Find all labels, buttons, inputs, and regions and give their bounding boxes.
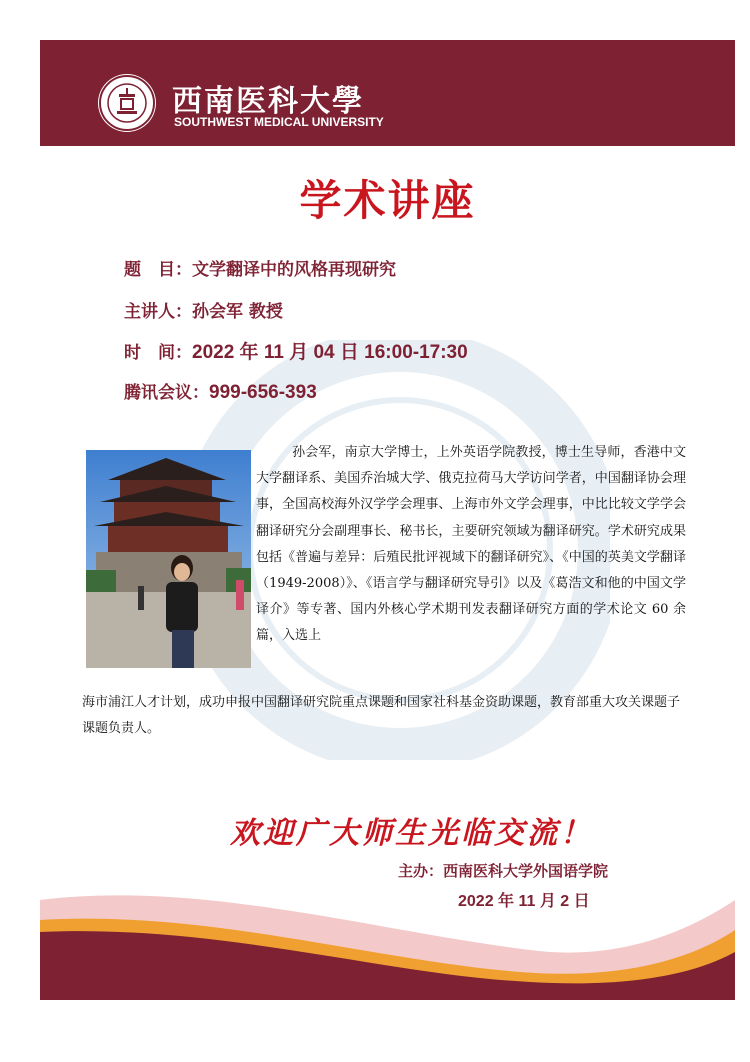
topic-label: 题 目：: [124, 260, 192, 280]
time-value: 2022 年 11 月 04 日 16:00-17:30: [192, 342, 468, 363]
page-title: 学术讲座: [299, 176, 476, 225]
meeting-label: 腾讯会议：: [124, 383, 209, 403]
university-seal-icon: [98, 74, 156, 132]
topic-value: 文学翻译中的风格再现研究: [192, 260, 396, 280]
meeting-row: [124, 378, 317, 404]
header-banner: [40, 40, 735, 146]
time-row: [124, 337, 468, 364]
speaker-bio: [256, 440, 686, 650]
time-label: 时 间：: [124, 343, 192, 363]
issue-date: 2022 年 11 月 2 日: [458, 893, 590, 910]
bio-part1: 孙会军，南京大学博士，上外英语学院教授，博士生导师，香港中文大学翻译系、美国乔治城大学、俄克拉荷马大学访问学者，中国翻译协会理事，全国高校海外汉学学会理事、上海市外文学会理事，中比比较文学学会翻译研究分会副理事长、秘书长，主要研究领域为翻译研究。学术研究成果包括《普遍与差异：后殖民批评视域下的翻译研究》、《中国的英美文学翻译（1949-2008）》、《语言学与翻译研究导引》以及《葛浩文和他的中国文学译介》等专著、国内外核心学术期刊发表翻译研究方面的学术论文 60 余篇，入选上: [256, 445, 686, 644]
host-organizer: 主办：西南医科大学外国语学院: [398, 862, 609, 880]
speaker-photo: [86, 450, 251, 668]
poster: [40, 40, 735, 1000]
footer-wave: [40, 870, 735, 1000]
meeting-value: 999-656-393: [209, 382, 317, 403]
university-name: 西南医科大學: [172, 84, 364, 119]
welcome-slogan: 欢迎广大师生光临交流！: [230, 816, 593, 851]
speaker-label: 主讲人：: [124, 302, 192, 322]
speaker-value: 孙会军 教授: [192, 302, 283, 322]
speaker-row: [124, 297, 283, 322]
topic-row: [124, 255, 396, 280]
university-name-en: SOUTHWEST MEDICAL UNIVERSITY: [174, 115, 384, 129]
speaker-bio-continued: 海市浦江人才计划，成功申报中国翻译研究院重点课题和国家社科基金资助课题，教育部重大攻关课题子课题负责人。: [82, 695, 681, 736]
